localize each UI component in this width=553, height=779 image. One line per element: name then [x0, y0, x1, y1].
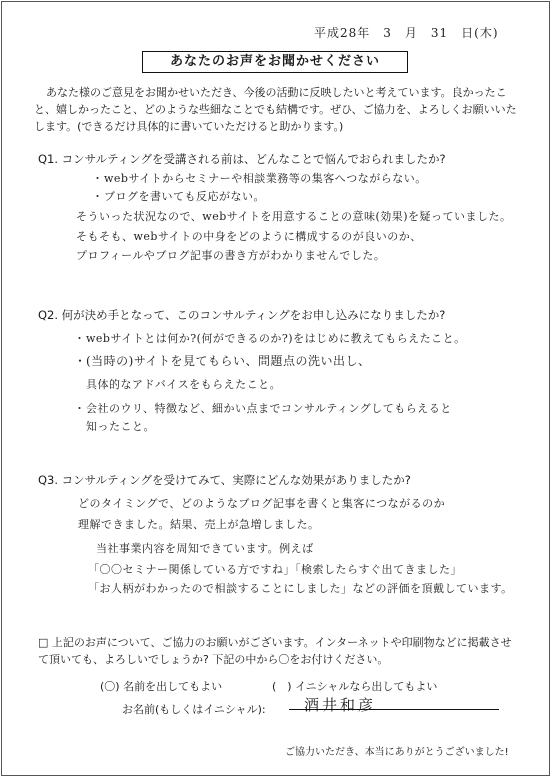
intro-paragraph: あなた様のご意見をお聞かせいただき、今後の活動に反映したいと考えています。良かったこと、嬉しかったこと、どのような些細なことでも結構です。ぜひ、ご協力を、よろしくお願いいたします。(できるだけ具体的に書いていただけると助かります。)	[34, 86, 517, 133]
q1-bullet-1: ・webサイトからセミナーや相談業務等の集客へつながらない。	[92, 172, 427, 185]
signature: 酒井和彦	[304, 696, 377, 714]
consent-text: □ 上記のお声について、ご協力のお願いがございます。インターネットや印刷物などに掲載させて頂いても、よろしいでしょうか? 下記の中から〇をお付けください。	[38, 636, 512, 666]
page-title: あなたのお声をお聞かせください	[142, 51, 408, 73]
q2-bullet-3: ・会社のウリ、特徴など、細かい点までコンサルティングしてもらえると	[74, 402, 452, 415]
date-field: 平成28年 3 月 31 日(木)	[314, 26, 499, 40]
question-3: Q3. コンサルティングを受けてみて、実際にどんな効果がありましたか?	[38, 473, 411, 487]
q2-bullet-1: ・webサイトとは何か?(何ができるのか?)をはじめに教えてもらえたこと。	[74, 332, 466, 345]
name-label: お名前(もしくはイニシャル):	[122, 703, 266, 716]
q2-bullet-3-cont: 知ったこと。	[86, 420, 155, 433]
option-initial-ok[interactable]: ( ) イニシャルなら出してもよい	[272, 680, 438, 693]
option-name-ok[interactable]: (〇) 名前を出してもよい	[100, 680, 223, 693]
question-2: Q2. 何が決め手となって、このコンサルティングをお申し込みになりましたか?	[38, 308, 446, 322]
q2-bullet-2-cont: 具体的なアドバイスをもらえたこと。	[86, 378, 282, 391]
q2-bullet-2: ・(当時の)サイトを見てもらい、問題点の洗い出し、	[74, 354, 371, 368]
q1-line-1: そういった状況なので、webサイトを用意することの意味(効果)を疑っていました。	[76, 210, 512, 223]
q1-line-2: そもそも、webサイトの中身をどのように構成するのが良いのか、	[76, 230, 422, 243]
q1-line-3: プロフィールやブログ記事の書き方がわかりませんでした。	[76, 249, 386, 262]
q3-line-1: どのタイミングで、どのようなブログ記事を書くと集客につながるのか	[78, 497, 446, 510]
q3-line-3: 当社事業内容を周知できています。例えば	[96, 542, 314, 555]
name-underline	[289, 709, 499, 710]
q1-bullet-2: ・ブログを書いても反応がない。	[92, 190, 265, 203]
q3-line-4: 「〇〇セミナー関係している方ですね」「検索したらすぐ出てきました」	[88, 563, 462, 576]
q3-line-5: 「お人柄がわかったので相談することにしました」などの評価を頂戴しています。	[88, 582, 513, 595]
question-1: Q1. コンサルティングを受講される前は、どんなことで悩んでおられましたか?	[38, 152, 446, 166]
thanks-text: ご協力いただき、本当にありがとうございました!	[285, 747, 509, 758]
q3-line-2: 理解できました。結果、売上が急増しました。	[78, 518, 320, 531]
